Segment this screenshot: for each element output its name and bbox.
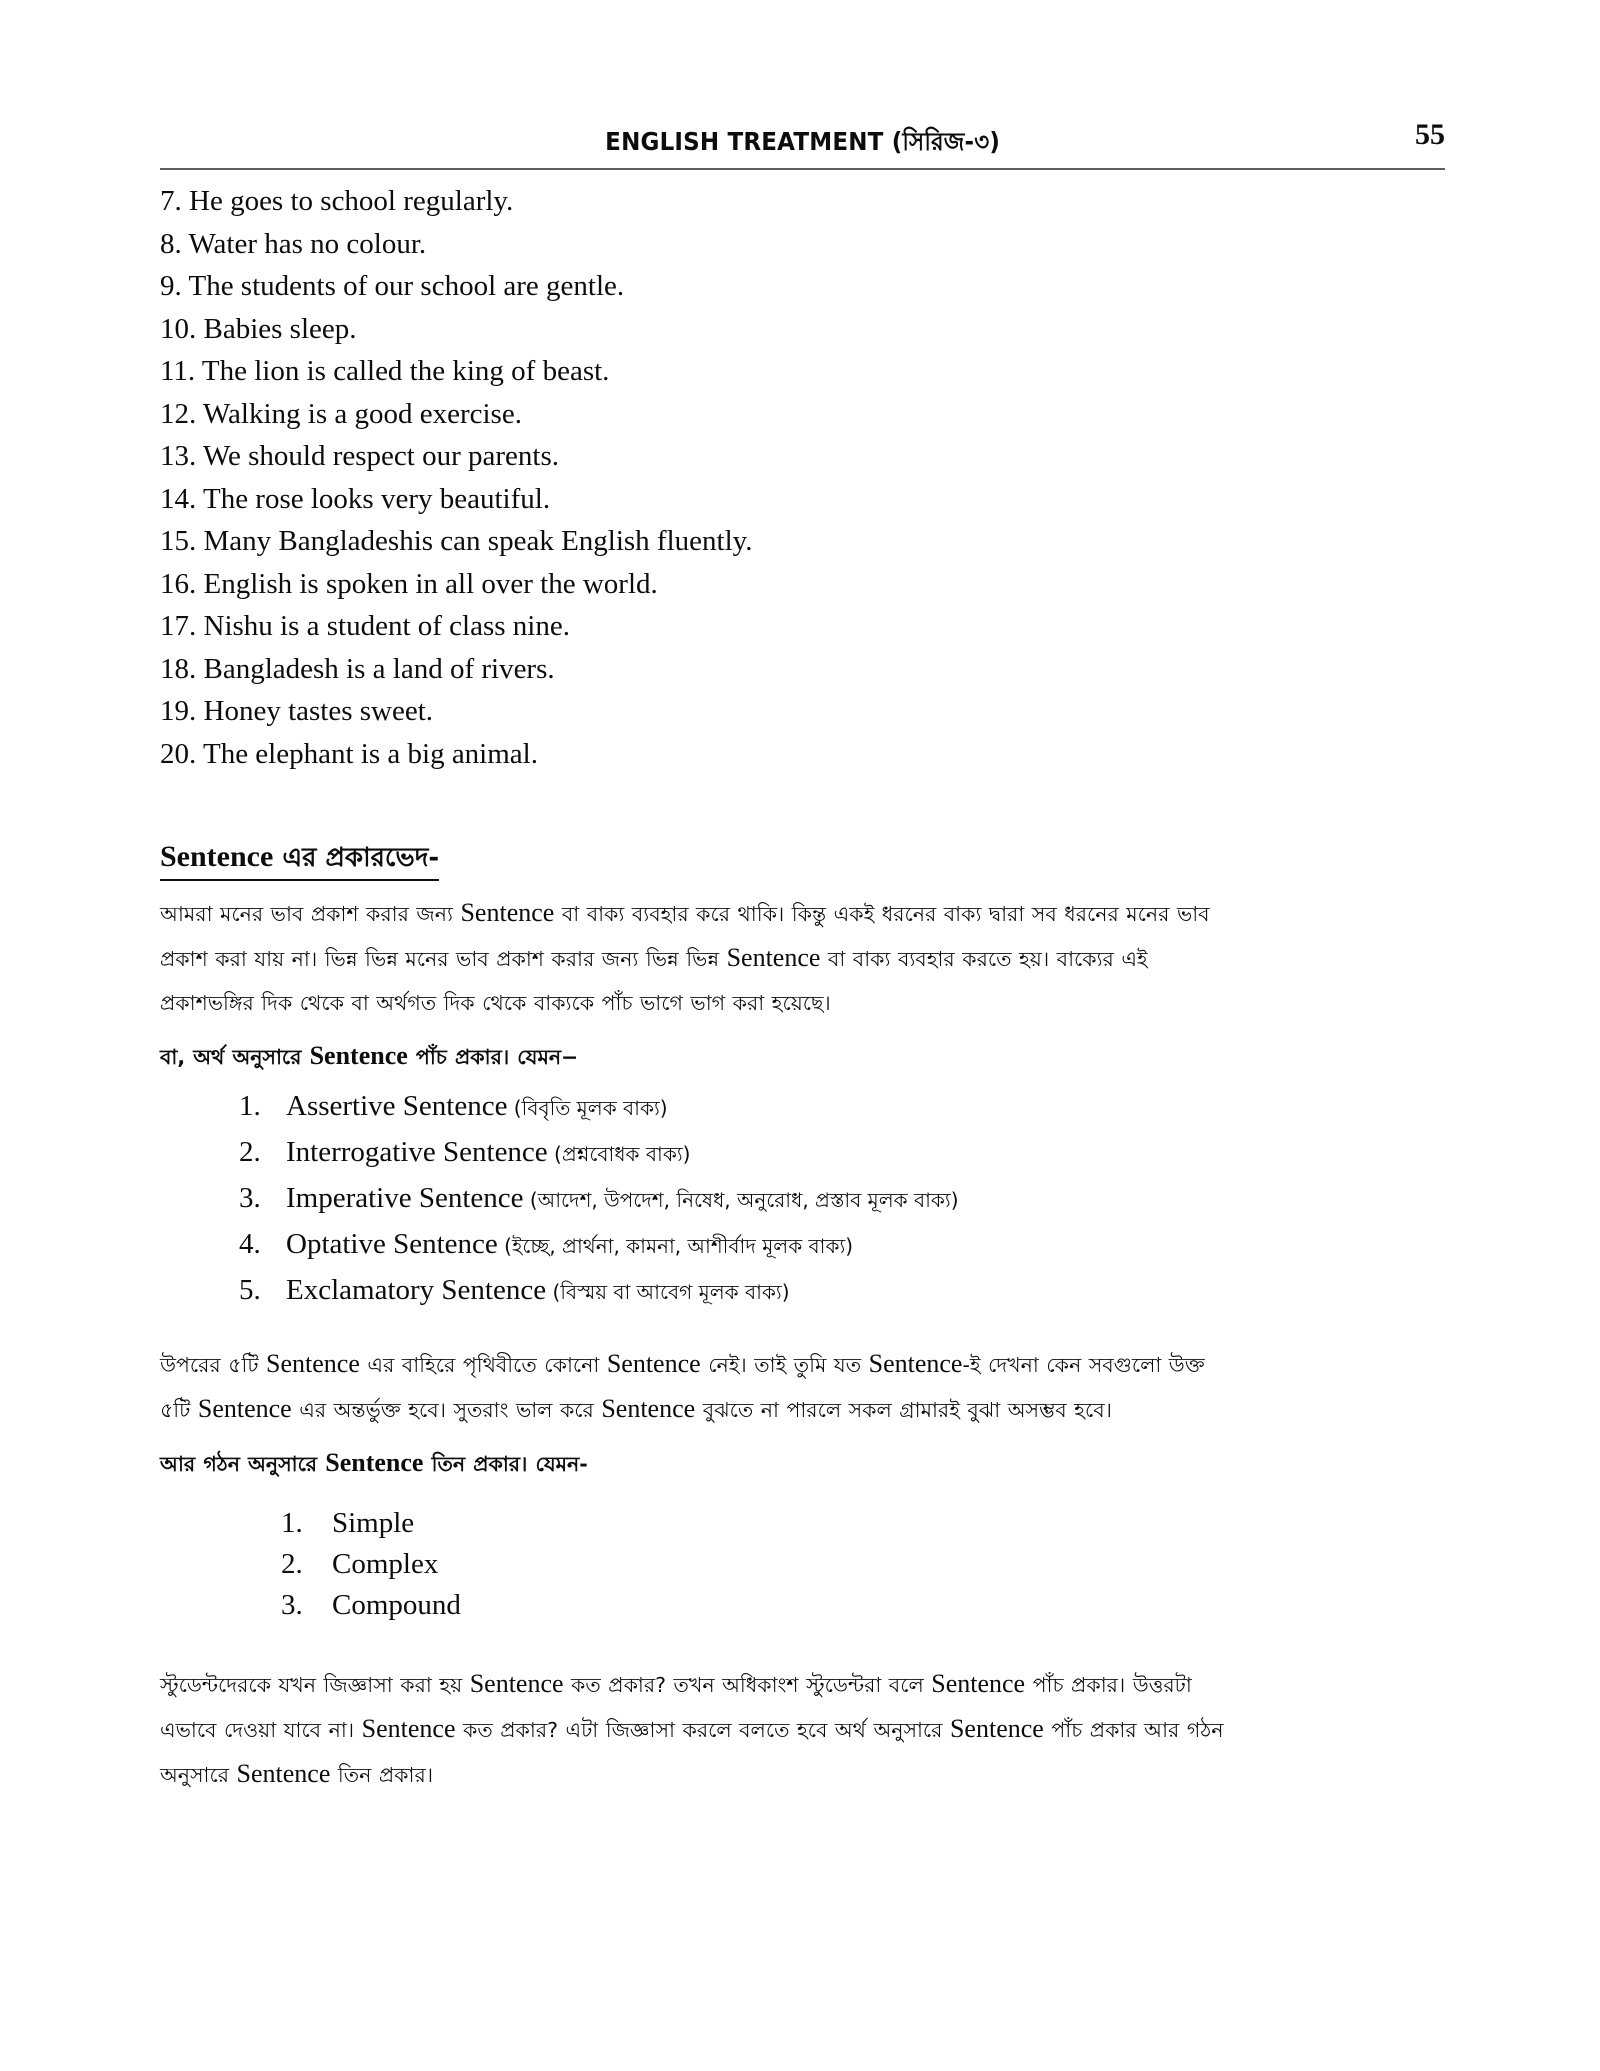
sentence-number: 15. bbox=[160, 525, 197, 557]
spacer bbox=[160, 1314, 1450, 1332]
meaning-sentence-type-list bbox=[160, 1084, 1450, 1314]
sentence-text: Honey tastes sweet. bbox=[196, 695, 434, 727]
sentence-type-item bbox=[268, 1268, 1450, 1314]
header-divider bbox=[160, 168, 1445, 170]
sentence-item bbox=[160, 690, 1450, 733]
sentence-number: 11. bbox=[160, 355, 196, 387]
inline-bangla-text: এর অন্তর্ভুক্ত হবে। সুতরাং ভাল করে bbox=[291, 1398, 602, 1422]
section-heading-bn: এর প্রকারভেদ- bbox=[273, 843, 440, 873]
inline-bangla-text: পাঁচ প্রকার। যেমন− bbox=[407, 1045, 579, 1069]
sentence-item bbox=[160, 223, 1450, 266]
sentence-type-gloss: (বিবৃতি মূলক বাক্য) bbox=[507, 1096, 668, 1120]
inline-bangla-text: বা বাক্য ব্যবহার করে থাকি। কিন্তু একই ধরনের বাক্য দ্বারা সব ধরনের মনের ভাব bbox=[554, 902, 1210, 926]
inline-bangla-text: বুঝতে না পারলে সকল গ্রামারই বুঝা অসম্ভব হবে। bbox=[695, 1398, 1112, 1422]
sentence-type-item bbox=[268, 1084, 1450, 1130]
sentence-form-item: 3. Compound bbox=[310, 1585, 1450, 1626]
closing-paragraph bbox=[160, 1662, 1450, 1797]
inline-bangla-text: -ই দেখনা কেন সবগুলো উক্ত bbox=[962, 1353, 1205, 1377]
sentence-text: The elephant is a big animal. bbox=[196, 737, 538, 770]
sentence-number: 18. bbox=[160, 652, 197, 685]
inline-english-term: Sentence bbox=[361, 1714, 456, 1743]
spacer bbox=[160, 1626, 1450, 1652]
sentence-type-name: Optative Sentence bbox=[286, 1228, 498, 1260]
inline-bangla-text: পাঁচ প্রকার। উত্তরটা bbox=[1025, 1673, 1192, 1697]
inline-bangla-text: আমরা মনের ভাব প্রকাশ করার জন্য bbox=[160, 902, 461, 926]
sentence-item bbox=[160, 350, 1450, 393]
meaning-lead-line bbox=[160, 1035, 1450, 1078]
intro-line bbox=[160, 891, 1450, 936]
sentence-number: 16. bbox=[160, 567, 197, 600]
inline-bangla-text: ৫টি bbox=[160, 1398, 198, 1422]
intro-paragraph bbox=[160, 891, 1450, 1025]
sentence-types-section bbox=[160, 775, 1450, 1797]
sentence-item bbox=[160, 435, 1450, 478]
sentence-type-gloss: (ইচ্ছে, প্রার্থনা, কামনা, আশীর্বাদ মূলক বাক্য) bbox=[497, 1234, 854, 1258]
sentence-type-name: Interrogative Sentence bbox=[286, 1136, 548, 1168]
sentence-number: 20. bbox=[160, 737, 197, 770]
inline-english-term: Sentence bbox=[325, 1448, 424, 1477]
closing-line bbox=[160, 1707, 1450, 1752]
sentence-number: 13. bbox=[160, 440, 197, 472]
sentence-type-gloss: (আদেশ, উপদেশ, নিষেধ, অনুরোধ, প্রস্তাব মূলক বাক্য) bbox=[523, 1188, 959, 1212]
inline-english-term: Sentence bbox=[949, 1714, 1044, 1743]
book-title: ENGLISH TREATMENT (সিরিজ-৩) bbox=[605, 127, 1000, 156]
sentence-number: 12. bbox=[160, 397, 197, 430]
inline-english-term: Sentence bbox=[266, 1349, 360, 1378]
sentence-number: 17. bbox=[160, 610, 197, 642]
inline-english-term: Sentence bbox=[469, 1669, 564, 1698]
page-number: 55 bbox=[1415, 118, 1445, 151]
after-list-line bbox=[160, 1342, 1450, 1387]
form-lead-line bbox=[160, 1442, 1450, 1485]
inline-english-term: Sentence bbox=[236, 1759, 331, 1788]
intro-line bbox=[160, 936, 1450, 981]
inline-bangla-text: বা বাক্য ব্যবহার করতে হয়। বাক্যের এই bbox=[820, 947, 1148, 971]
after-list-paragraph bbox=[160, 1342, 1450, 1432]
sentence-type-name: Assertive Sentence bbox=[286, 1090, 508, 1122]
sentence-text: The rose looks very beautiful. bbox=[196, 482, 551, 515]
sentence-item bbox=[160, 520, 1450, 563]
sentence-type-name: Exclamatory Sentence bbox=[286, 1274, 547, 1306]
inline-bangla-text: কত প্রকার? তখন অধিকাংশ স্টুডেন্টরা বলে bbox=[563, 1673, 932, 1697]
sentence-number: 9. bbox=[160, 270, 182, 302]
sentence-text: The students of our school are gentle. bbox=[181, 270, 625, 302]
inline-bangla-text: কত প্রকার? এটা জিজ্ঞাসা করলে বলতে হবে অর্থ অনুসারে bbox=[455, 1718, 950, 1742]
inline-bangla-text: নেই। তাই তুমি যত bbox=[700, 1353, 869, 1377]
sentence-item bbox=[160, 733, 1450, 776]
sentence-text: Nishu is a student of class nine. bbox=[196, 610, 570, 642]
inline-bangla-text: উপরের ৫টি bbox=[160, 1353, 267, 1377]
inline-bangla-text: প্রকাশ করা যায় না। ভিন্ন ভিন্ন মনের ভাব প্রকাশ করার জন্য ভিন্ন ভিন্ন bbox=[160, 947, 727, 971]
inline-english-term: Sentence bbox=[197, 1394, 292, 1423]
sentence-number: 10. bbox=[160, 312, 197, 345]
sentence-type-item bbox=[268, 1222, 1450, 1268]
sentence-text: The lion is called the king of beast. bbox=[195, 355, 610, 387]
page-content bbox=[160, 180, 1450, 1797]
inline-bangla-text: এর বাহিরে পৃথিবীতে কোনো bbox=[359, 1353, 607, 1377]
after-list-line bbox=[160, 1387, 1450, 1432]
sentence-type-gloss: (প্রশ্নবোধক বাক্য) bbox=[547, 1142, 691, 1166]
sentence-text: Walking is a good exercise. bbox=[196, 397, 522, 430]
sentence-type-name: Imperative Sentence bbox=[286, 1182, 524, 1214]
closing-line bbox=[160, 1662, 1450, 1707]
inline-bangla-text: অনুসারে bbox=[160, 1763, 237, 1787]
section-heading-en: Sentence bbox=[160, 840, 274, 873]
sentence-text: English is spoken in all over the world. bbox=[196, 567, 658, 600]
sentence-item bbox=[160, 605, 1450, 648]
sentence-text: Bangladesh is a land of rivers. bbox=[196, 652, 555, 685]
sentence-text: He goes to school regularly. bbox=[181, 185, 514, 217]
sentence-item bbox=[160, 563, 1450, 606]
closing-line bbox=[160, 1752, 1450, 1797]
sentence-item bbox=[160, 648, 1450, 691]
inline-bangla-text: এভাবে দেওয়া যাবে না। bbox=[160, 1718, 362, 1742]
sentence-number: 8. bbox=[160, 227, 182, 260]
sentence-item bbox=[160, 180, 1450, 223]
english-sentence-list bbox=[160, 180, 1450, 775]
sentence-item bbox=[160, 308, 1450, 351]
inline-bangla-text: প্রকাশভঙ্গির দিক থেকে বা অর্থগত দিক থেকে বাক্যকে পাঁচ ভাগে ভাগ করা হয়েছে। bbox=[160, 991, 831, 1015]
form-sentence-type-list bbox=[160, 1503, 1450, 1626]
sentence-type-item bbox=[268, 1176, 1450, 1222]
sentence-type-gloss: (বিস্ময় বা আবেগ মূলক বাক্য) bbox=[546, 1280, 790, 1304]
inline-english-term: Sentence bbox=[868, 1349, 963, 1378]
inline-english-term: Sentence bbox=[726, 943, 821, 972]
sentence-number: 19. bbox=[160, 695, 197, 727]
sentence-text: We should respect our parents. bbox=[196, 440, 560, 472]
inline-bangla-text: বা, অর্থ অনুসারে bbox=[160, 1045, 310, 1069]
inline-english-term: Sentence bbox=[460, 898, 555, 927]
inline-english-term: Sentence bbox=[309, 1041, 408, 1070]
intro-line bbox=[160, 981, 1450, 1025]
running-head bbox=[160, 118, 1445, 165]
inline-english-term: Sentence bbox=[601, 1394, 696, 1423]
inline-english-term: Sentence bbox=[931, 1669, 1026, 1698]
sentence-item bbox=[160, 393, 1450, 436]
inline-bangla-text: তিন প্রকার। যেমন- bbox=[423, 1452, 588, 1476]
sentence-form-item: 2. Complex bbox=[310, 1544, 1450, 1585]
sentence-item bbox=[160, 478, 1450, 521]
sentence-text: Babies sleep. bbox=[196, 312, 357, 345]
sentence-number: 14. bbox=[160, 482, 197, 515]
sentence-item bbox=[160, 265, 1450, 308]
sentence-text: Water has no colour. bbox=[181, 227, 427, 260]
form-lead-line bbox=[160, 1442, 1450, 1485]
inline-english-term: Sentence bbox=[606, 1349, 701, 1378]
inline-bangla-text: স্টুডেন্টদেরকে যখন জিজ্ঞাসা করা হয় bbox=[160, 1673, 470, 1697]
inline-bangla-text: পাঁচ প্রকার আর গঠন bbox=[1043, 1718, 1224, 1742]
inline-bangla-text: তিন প্রকার। bbox=[330, 1763, 434, 1787]
sentence-number: 7. bbox=[160, 185, 182, 217]
inline-bangla-text: আর গঠন অনুসারে bbox=[160, 1452, 326, 1476]
sentence-text: Many Bangladeshis can speak English fluently. bbox=[196, 525, 753, 557]
section-heading bbox=[160, 837, 439, 881]
sentence-type-item bbox=[268, 1130, 1450, 1176]
sentence-form-item: 1. Simple bbox=[310, 1503, 1450, 1544]
meaning-lead-line bbox=[160, 1035, 1450, 1078]
